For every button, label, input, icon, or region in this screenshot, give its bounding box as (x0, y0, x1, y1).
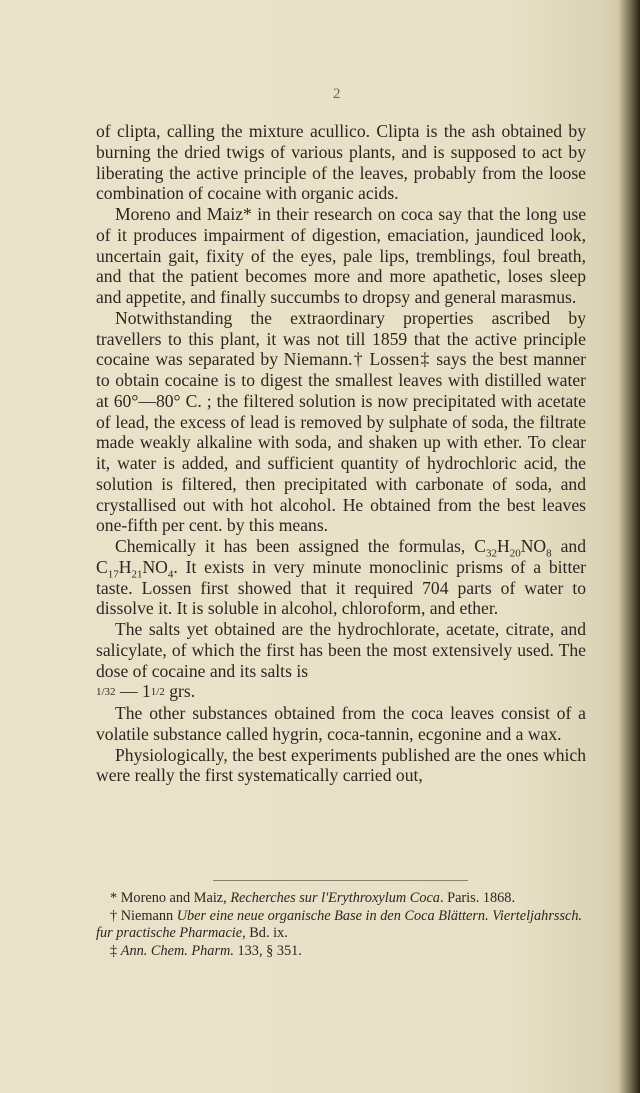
dose-fraction: 1/2 (150, 686, 165, 699)
chem-text: and C (96, 536, 586, 577)
dose-text: — 1 (115, 681, 151, 702)
subscript: 20 (509, 547, 521, 560)
page-number: 2 (333, 86, 341, 102)
subscript: 21 (131, 568, 143, 581)
footnote-moreno (96, 890, 590, 908)
footnote-text: ‡ (110, 942, 121, 959)
chem-text: Chemically it has been assigned the formulas, C (115, 536, 486, 556)
chem-text: H (497, 536, 510, 556)
footnote-text: † Niemann (110, 907, 177, 924)
footnote-text: * Moreno and Maiz, (110, 890, 231, 906)
chem-text: NO (142, 556, 168, 577)
paragraph-moreno-maiz: Moreno and Maiz* in their research on coca say that the long use of it produces impairment of digestion, emaciation, jaundiced look, uncertain gait, fixity of the eyes, pale lips, tremblings, foul breath, and that the patient becomes more and more apathetic, loses sleep and appetite, and finally succumbs to dropsy and general marasmus. (96, 204, 586, 307)
footnote-title: Recherches sur l'Erythroxylum Coca (230, 890, 440, 906)
footnote-text: , Bd. ix. (242, 925, 288, 942)
paragraph-chemical-formulas (96, 536, 586, 619)
footnotes (96, 890, 590, 960)
page-edge-shadow (618, 0, 640, 1093)
subscript: 17 (107, 568, 119, 581)
dose-unit: grs. (164, 681, 196, 702)
footnote-annalen (96, 943, 590, 961)
chem-text: . It exists in very minute monoclinic prisms of a bitter taste. Lossen first showed that it required 704 parts of water to dissolve it. It is soluble in alcohol, chloroform, and ether. (96, 556, 586, 619)
footnote-title: Uber eine neue organische Base in den Coca Blättern. Vierteljahrssch. fur practische Pharmacie (96, 907, 583, 942)
footnote-niemann (96, 908, 590, 943)
subscript: 4 (167, 568, 174, 581)
footnote-text: 133, § 351. (233, 942, 302, 959)
footnote-title: Ann. Chem. Pharm. (120, 942, 234, 959)
chem-text: NO (520, 536, 547, 556)
body-text (96, 121, 586, 786)
paragraph-other-substances: The other substances obtained from the coca leaves consist of a volatile substance called hygrin, coca-tannin, ecgonine and a wax. (96, 703, 586, 744)
subscript: 8 (546, 547, 552, 560)
paragraph-niemann-lossen: Notwithstanding the extraordinary properties ascribed by travellers to this plant, it was not till 1859 that the active principle cocaine was separated by Niemann.† Lossen‡ says the best manner to obtain cocaine is to digest the smallest leaves with distilled water at 60°—80° C. ; the filtered solution is now precipitated with acetate of lead, the excess of lead is removed by sulphate of soda, the filtrate made weakly alkaline with soda, and shaken up with ether. To clear it, water is added, and sufficient quantity of hydrochloric acid, the solution is filtered, then precipitated with carbonate of soda, and crystallised out with hot alcohol. He obtained from the best leaves one-fifth per cent. by this means. (96, 307, 586, 536)
dose-line (96, 681, 586, 703)
paragraph-salts: The salts yet obtained are the hydrochlorate, acetate, citrate, and salicylate, of which the first has been the most extensively used. The dose of cocaine and its salts is (96, 619, 586, 681)
footnote-text: . Paris. 1868. (439, 890, 516, 906)
paragraph-clipta: of clipta, calling the mixture acullico. Clipta is the ash obtained by burning the dried twigs of various plants, and is supposed to act by liberating the active principle of the leaves, probably from the loose combination of cocaine with organic acids. (96, 121, 586, 204)
footnote-rule (213, 880, 468, 881)
subscript: 32 (486, 547, 497, 560)
chem-text: H (118, 556, 132, 577)
paragraph-physiology: Physiologically, the best experiments published are the ones which were really the first systematically carried out, (96, 744, 586, 786)
dose-fraction: 1/32 (96, 686, 116, 699)
